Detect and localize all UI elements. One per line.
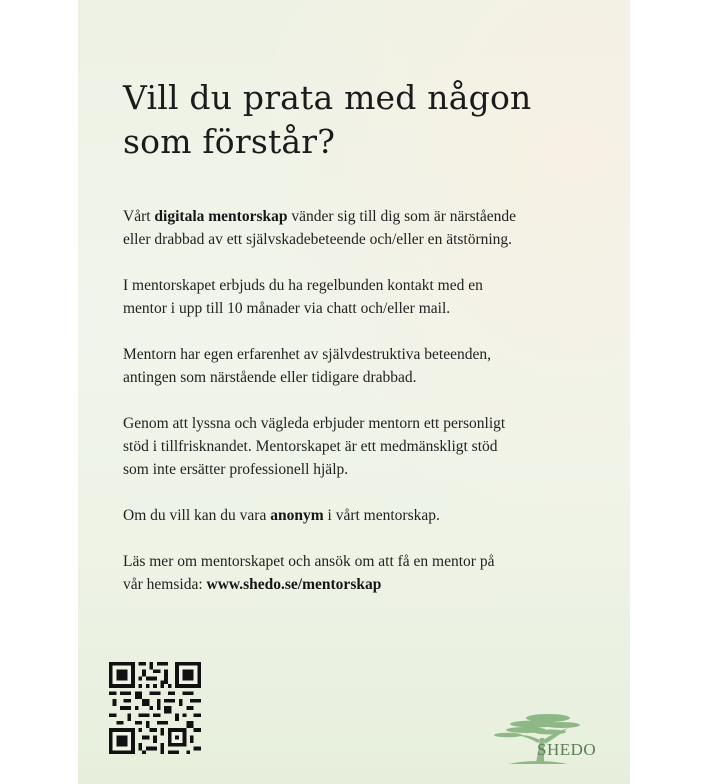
website-link[interactable]: www.shedo.se/mentorskap	[206, 576, 382, 593]
paragraph-support: Genom att lyssna och vägleda erbjuder mentorn ett personligt stöd i tillfrisknandet. Mentorskapet är ett medmänskligt stöd som inte ersätter professionell hjälp.	[123, 415, 506, 478]
paragraph-read-more: Läs mer om mentorskapet och ansök om att få en mentor på vår hemsida: www.shedo.se/mentorskap	[123, 553, 495, 593]
qr-code-icon[interactable]	[109, 662, 201, 754]
body-text	[123, 205, 593, 596]
title-line-2: som förstår?	[123, 122, 336, 161]
paragraph-contact: I mentorskapet erbjuds du ha regelbunden kontakt med en mentor i upp till 10 månader via chatt och/eller mail.	[123, 277, 483, 317]
flyer-page	[78, 0, 630, 784]
paragraph-anonymous: Om du vill kan du vara anonym i vårt mentorskap.	[123, 507, 440, 524]
paragraph-intro: Vårt digitala mentorskap vänder sig till dig som är närstående eller drabbad av ett självskadebeteende och/eller en ätstörning.	[123, 208, 517, 248]
shedo-logo-text: SHEDO	[537, 740, 597, 759]
page-title	[123, 76, 603, 164]
paragraph-mentor-experience: Mentorn har egen erfarenhet av självdestruktiva beteenden, antingen som närstående eller tidigare drabbad.	[123, 346, 491, 386]
emphasis-digital-mentorship: digitala mentorskap	[154, 208, 288, 225]
title-line-1: Vill du prata med någon	[123, 78, 532, 117]
emphasis-anonymous: anonym	[270, 507, 324, 524]
